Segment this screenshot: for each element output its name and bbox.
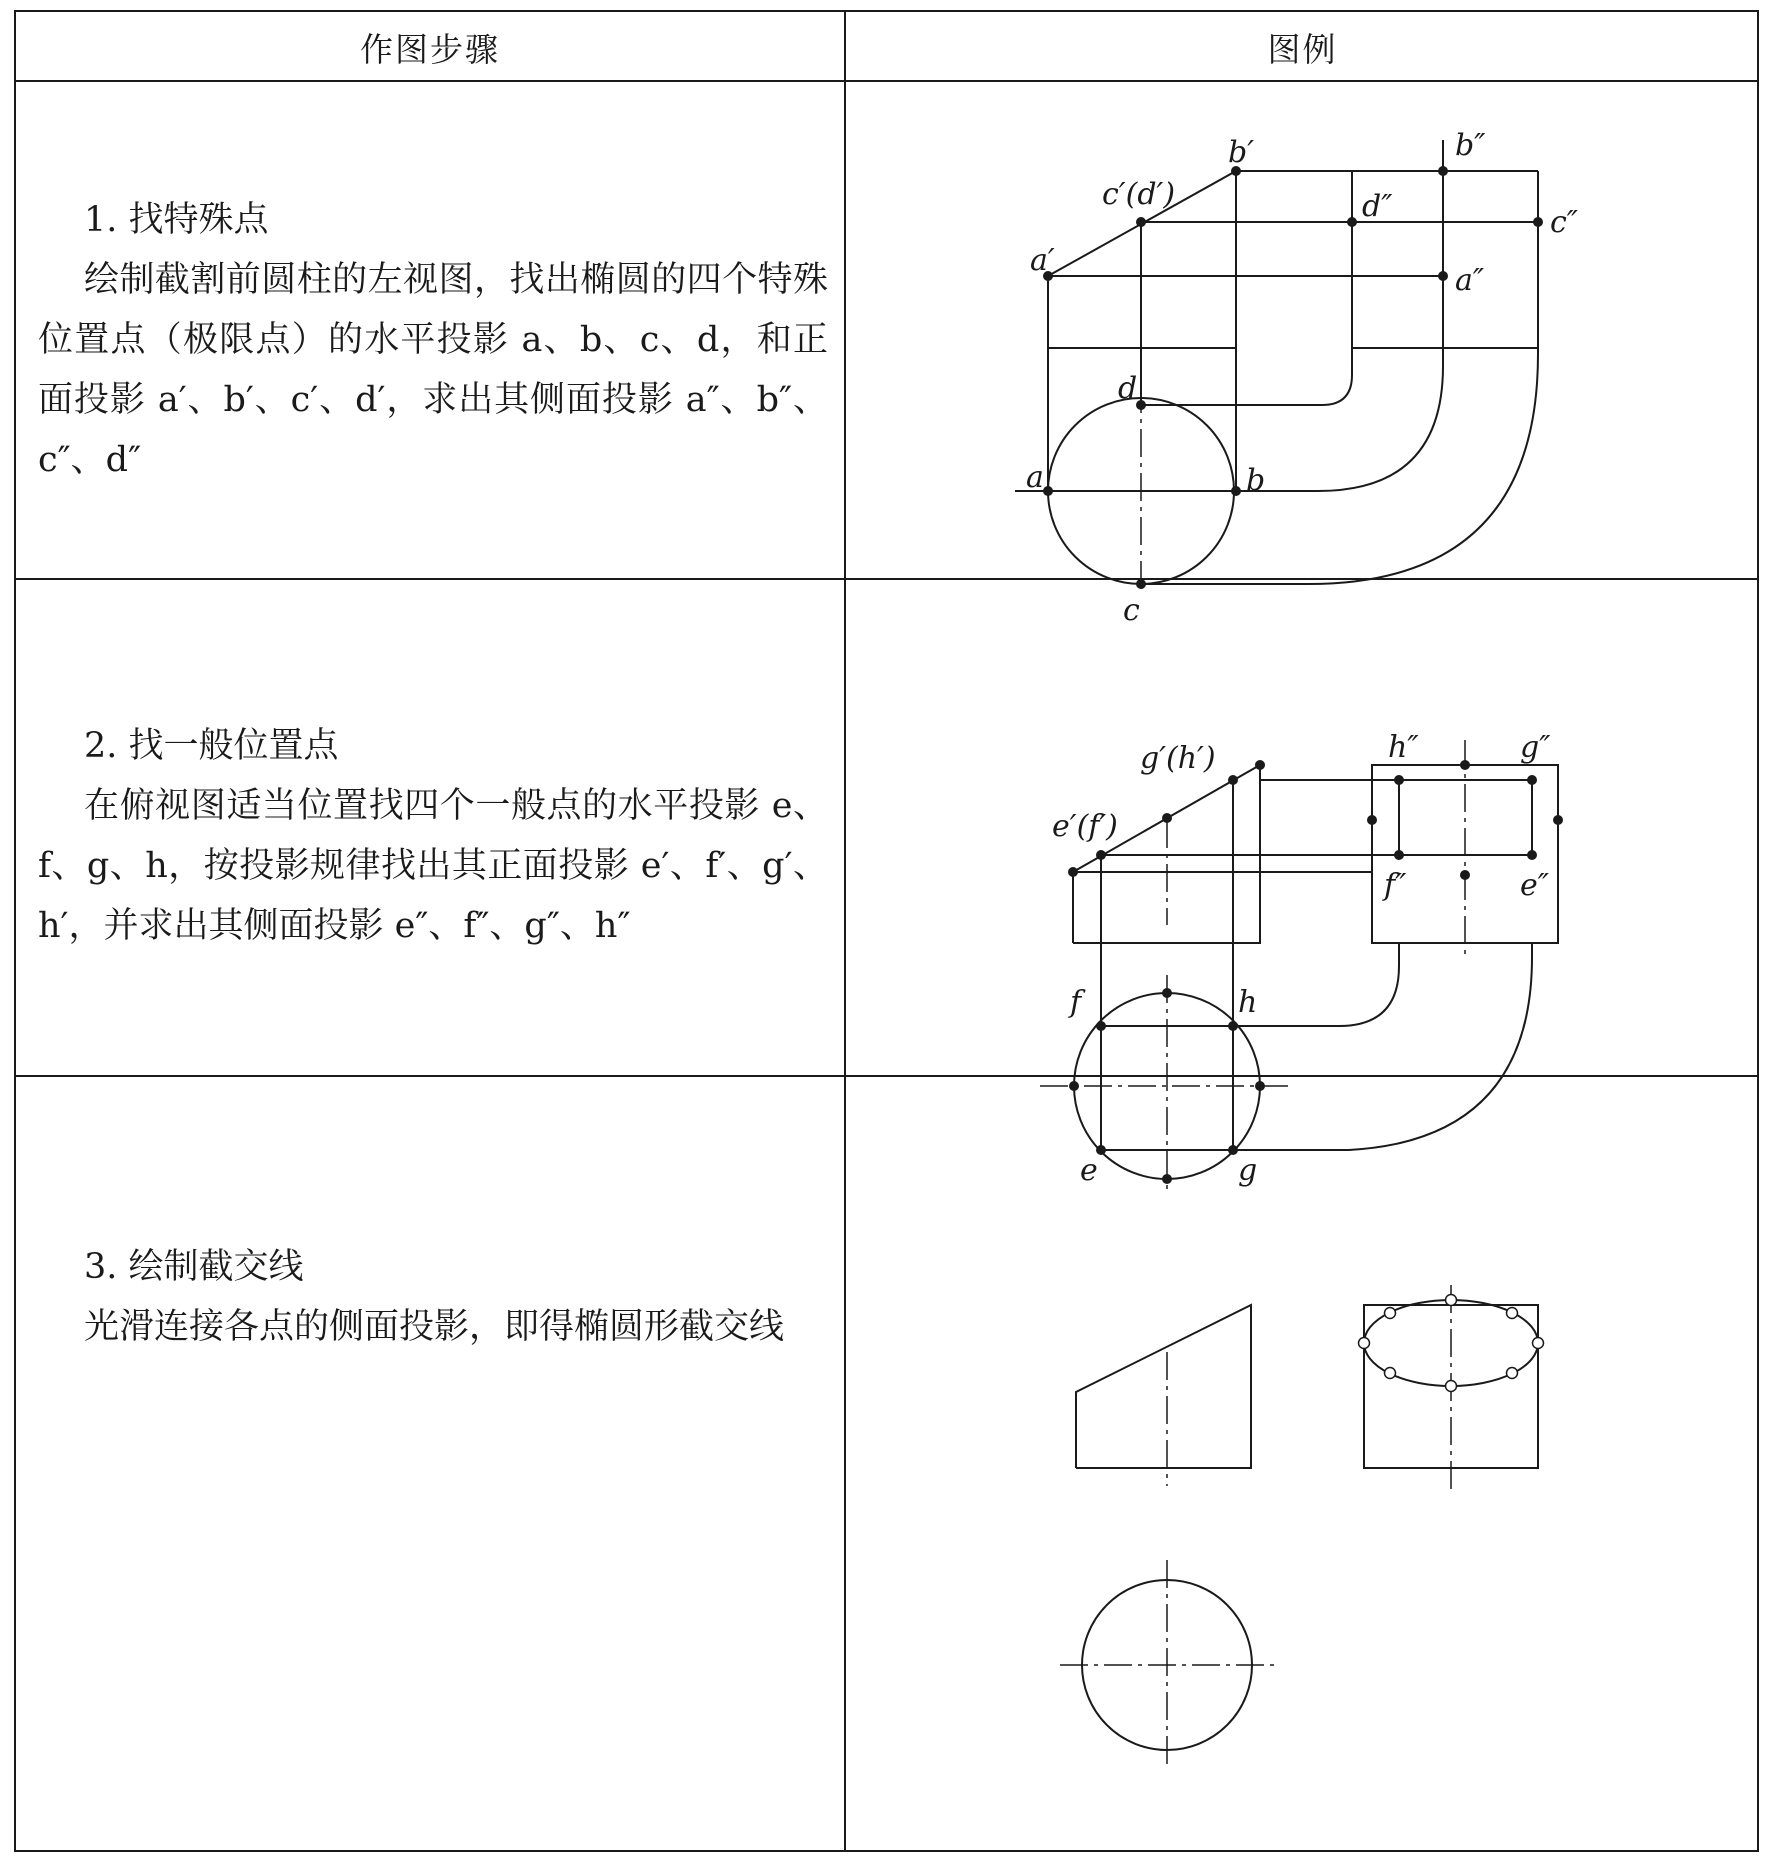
fig1-label-b1: b′ (1228, 135, 1255, 170)
fig3-point-lower-right (1507, 1368, 1518, 1379)
fig1-point-a2 (1438, 271, 1448, 281)
step-3-title: 3. 绘制截交线 (84, 1247, 304, 1287)
fig2-label-ef1: e′(f′) (1052, 809, 1118, 844)
fig2-point-f2 (1394, 850, 1404, 860)
fig2-point-top (1162, 988, 1172, 998)
fig1-point-cd1 (1136, 217, 1146, 227)
fig3-point-left (1359, 1338, 1370, 1349)
fig1-point-c2 (1533, 217, 1543, 227)
fig2-point-d2 (1367, 815, 1377, 825)
step-2-text (38, 716, 828, 956)
fig1-point-b (1231, 486, 1241, 496)
fig1-label-d2: d″ (1362, 189, 1393, 224)
fig1-label-b2: b″ (1455, 128, 1486, 163)
header-steps: 作图步骤 (360, 29, 500, 69)
figure-3-diagram (844, 1075, 1759, 1852)
fig2-point-h (1228, 1021, 1238, 1031)
fig1-label-c2: c″ (1550, 205, 1579, 240)
fig3-point-upper-right (1507, 1308, 1518, 1319)
fig2-point-a2 (1460, 870, 1470, 880)
figure-2-diagram (844, 578, 1759, 1188)
fig3-front-view-outline (1076, 1305, 1251, 1468)
header-figure: 图例 (1267, 29, 1338, 69)
fig2-label-g2: g″ (1520, 730, 1551, 765)
fig2-label-h2: h″ (1388, 730, 1419, 765)
step-3-text (38, 1237, 828, 1357)
step-2-body: 在俯视图适当位置找四个一般点的水平投影 e、f、g、h，按投影规律找出其正面投影 e′、f′、g′、h′，并求出其侧面投影 e″、f″、g″、h″ (38, 786, 828, 946)
fig2-label-g: g (1238, 1153, 1258, 1188)
fig1-label-a2: a″ (1455, 263, 1485, 298)
step-1-body: 绘制截割前圆柱的左视图，找出椭圆的四个特殊位置点（极限点）的水平投影 a、b、c、d，和正面投影 a′、b′、c′、d′，求出其侧面投影 a″、b″、c″、d″ (38, 260, 828, 480)
fig1-label-c: c (1123, 593, 1140, 628)
fig2-point-b2 (1460, 760, 1470, 770)
fig1-arc-d (1141, 348, 1352, 405)
step-1-title: 1. 找特殊点 (84, 200, 269, 240)
fig2-point-h2 (1394, 775, 1404, 785)
fig2-label-e2: e″ (1520, 868, 1549, 903)
fig1-label-d: d (1118, 371, 1138, 406)
fig2-label-h: h (1238, 985, 1258, 1020)
fig3-point-right (1533, 1338, 1544, 1349)
step-1-text (38, 190, 828, 490)
figure-1-diagram (844, 80, 1759, 628)
fig3-point-lower-left (1385, 1368, 1396, 1379)
fig1-label-b: b (1246, 463, 1266, 498)
fig1-label-cd1: c′(d′) (1102, 177, 1176, 212)
fig1-point-d2 (1347, 217, 1357, 227)
fig2-point-front-b (1255, 760, 1265, 770)
step-2-title: 2. 找一般位置点 (84, 726, 339, 766)
fig1-point-d (1136, 400, 1146, 410)
fig3-point-top (1446, 1295, 1457, 1306)
fig3-point-bottom (1446, 1381, 1457, 1392)
fig2-point-front-cd (1162, 813, 1172, 823)
fig2-point-gh1 (1228, 775, 1238, 785)
fig2-point-e2 (1527, 850, 1537, 860)
fig1-point-a (1043, 486, 1053, 496)
fig2-point-c2 (1553, 815, 1563, 825)
fig2-label-e: e (1080, 1153, 1098, 1188)
fig3-point-upper-left (1385, 1308, 1396, 1319)
fig2-label-f2: f″ (1384, 868, 1407, 903)
fig2-arc-h (1233, 943, 1399, 1026)
fig1-arc-c (1141, 348, 1538, 584)
fig1-point-b2 (1438, 166, 1448, 176)
fig1-label-a: a (1026, 460, 1044, 495)
fig2-point-ef1 (1096, 850, 1106, 860)
fig1-label-a1: a′ (1030, 243, 1055, 278)
fig2-label-gh1: g′(h′) (1140, 741, 1216, 776)
fig2-label-f: f (1070, 985, 1082, 1020)
fig2-point-front-a (1068, 867, 1078, 877)
fig2-point-f (1096, 1021, 1106, 1031)
fig1-arc-b (1236, 348, 1443, 491)
step-3-body: 光滑连接各点的侧面投影，即得椭圆形截交线 (84, 1307, 785, 1347)
fig2-point-g2 (1527, 775, 1537, 785)
